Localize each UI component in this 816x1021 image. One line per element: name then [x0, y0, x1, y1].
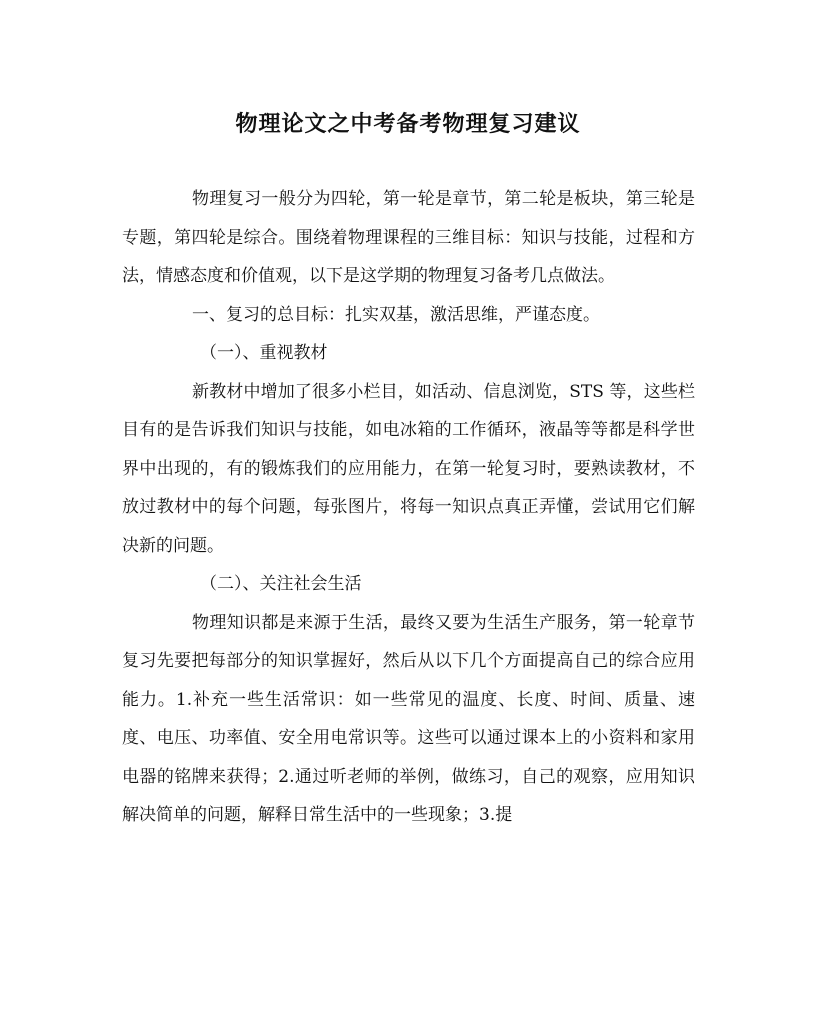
document-body: [122, 180, 695, 835]
document-title: 物理论文之中考备考物理复习建议: [235, 111, 581, 137]
subsection-heading-2: （二）、关注社会生活: [200, 574, 362, 594]
intro-paragraph: 物理复习一般分为四轮，第一轮是章节，第二轮是板块，第三轮是专题，第四轮是综合。围绕着物理课程的三维目标：知识与技能，过程和方法，情感态度和价值观，以下是这学期的物理复习备考几点做法。: [122, 189, 695, 286]
subsection-1-paragraph: 新教材中增加了很多小栏目，如活动、信息浏览，STS 等，这些栏目有的是告诉我们知识与技能，如电冰箱的工作循环，液晶等等都是科学世界中出现的，有的锻炼我们的应用能力，在第一轮复习时，要熟读教材，不放过教材中的每个问题，每张图片，将每一知识点真正弄懂，尝试用它们解决新的问题。: [122, 381, 695, 556]
section-heading-1: 一、复习的总目标：扎实双基，激活思维，严谨态度。: [192, 304, 600, 325]
subsection-heading-1: （一）、重视教材: [200, 343, 328, 363]
subsection-2-paragraph: 物理知识都是来源于生活，最终又要为生活生产服务，第一轮章节复习先要把每部分的知识掌握好，然后从以下几个方面提高自己的综合应用能力。1.补充一些生活常识：如一些常见的温度、长度、时间、质量、速度、电压、功率值、安全用电常识等。这些可以通过课本上的小资料和家用电器的铭牌来获得；2.通过听老师的举例，做练习，自己的观察，应用知识解决简单的问题，解释日常生活中的一些现象；3.提: [122, 612, 695, 825]
